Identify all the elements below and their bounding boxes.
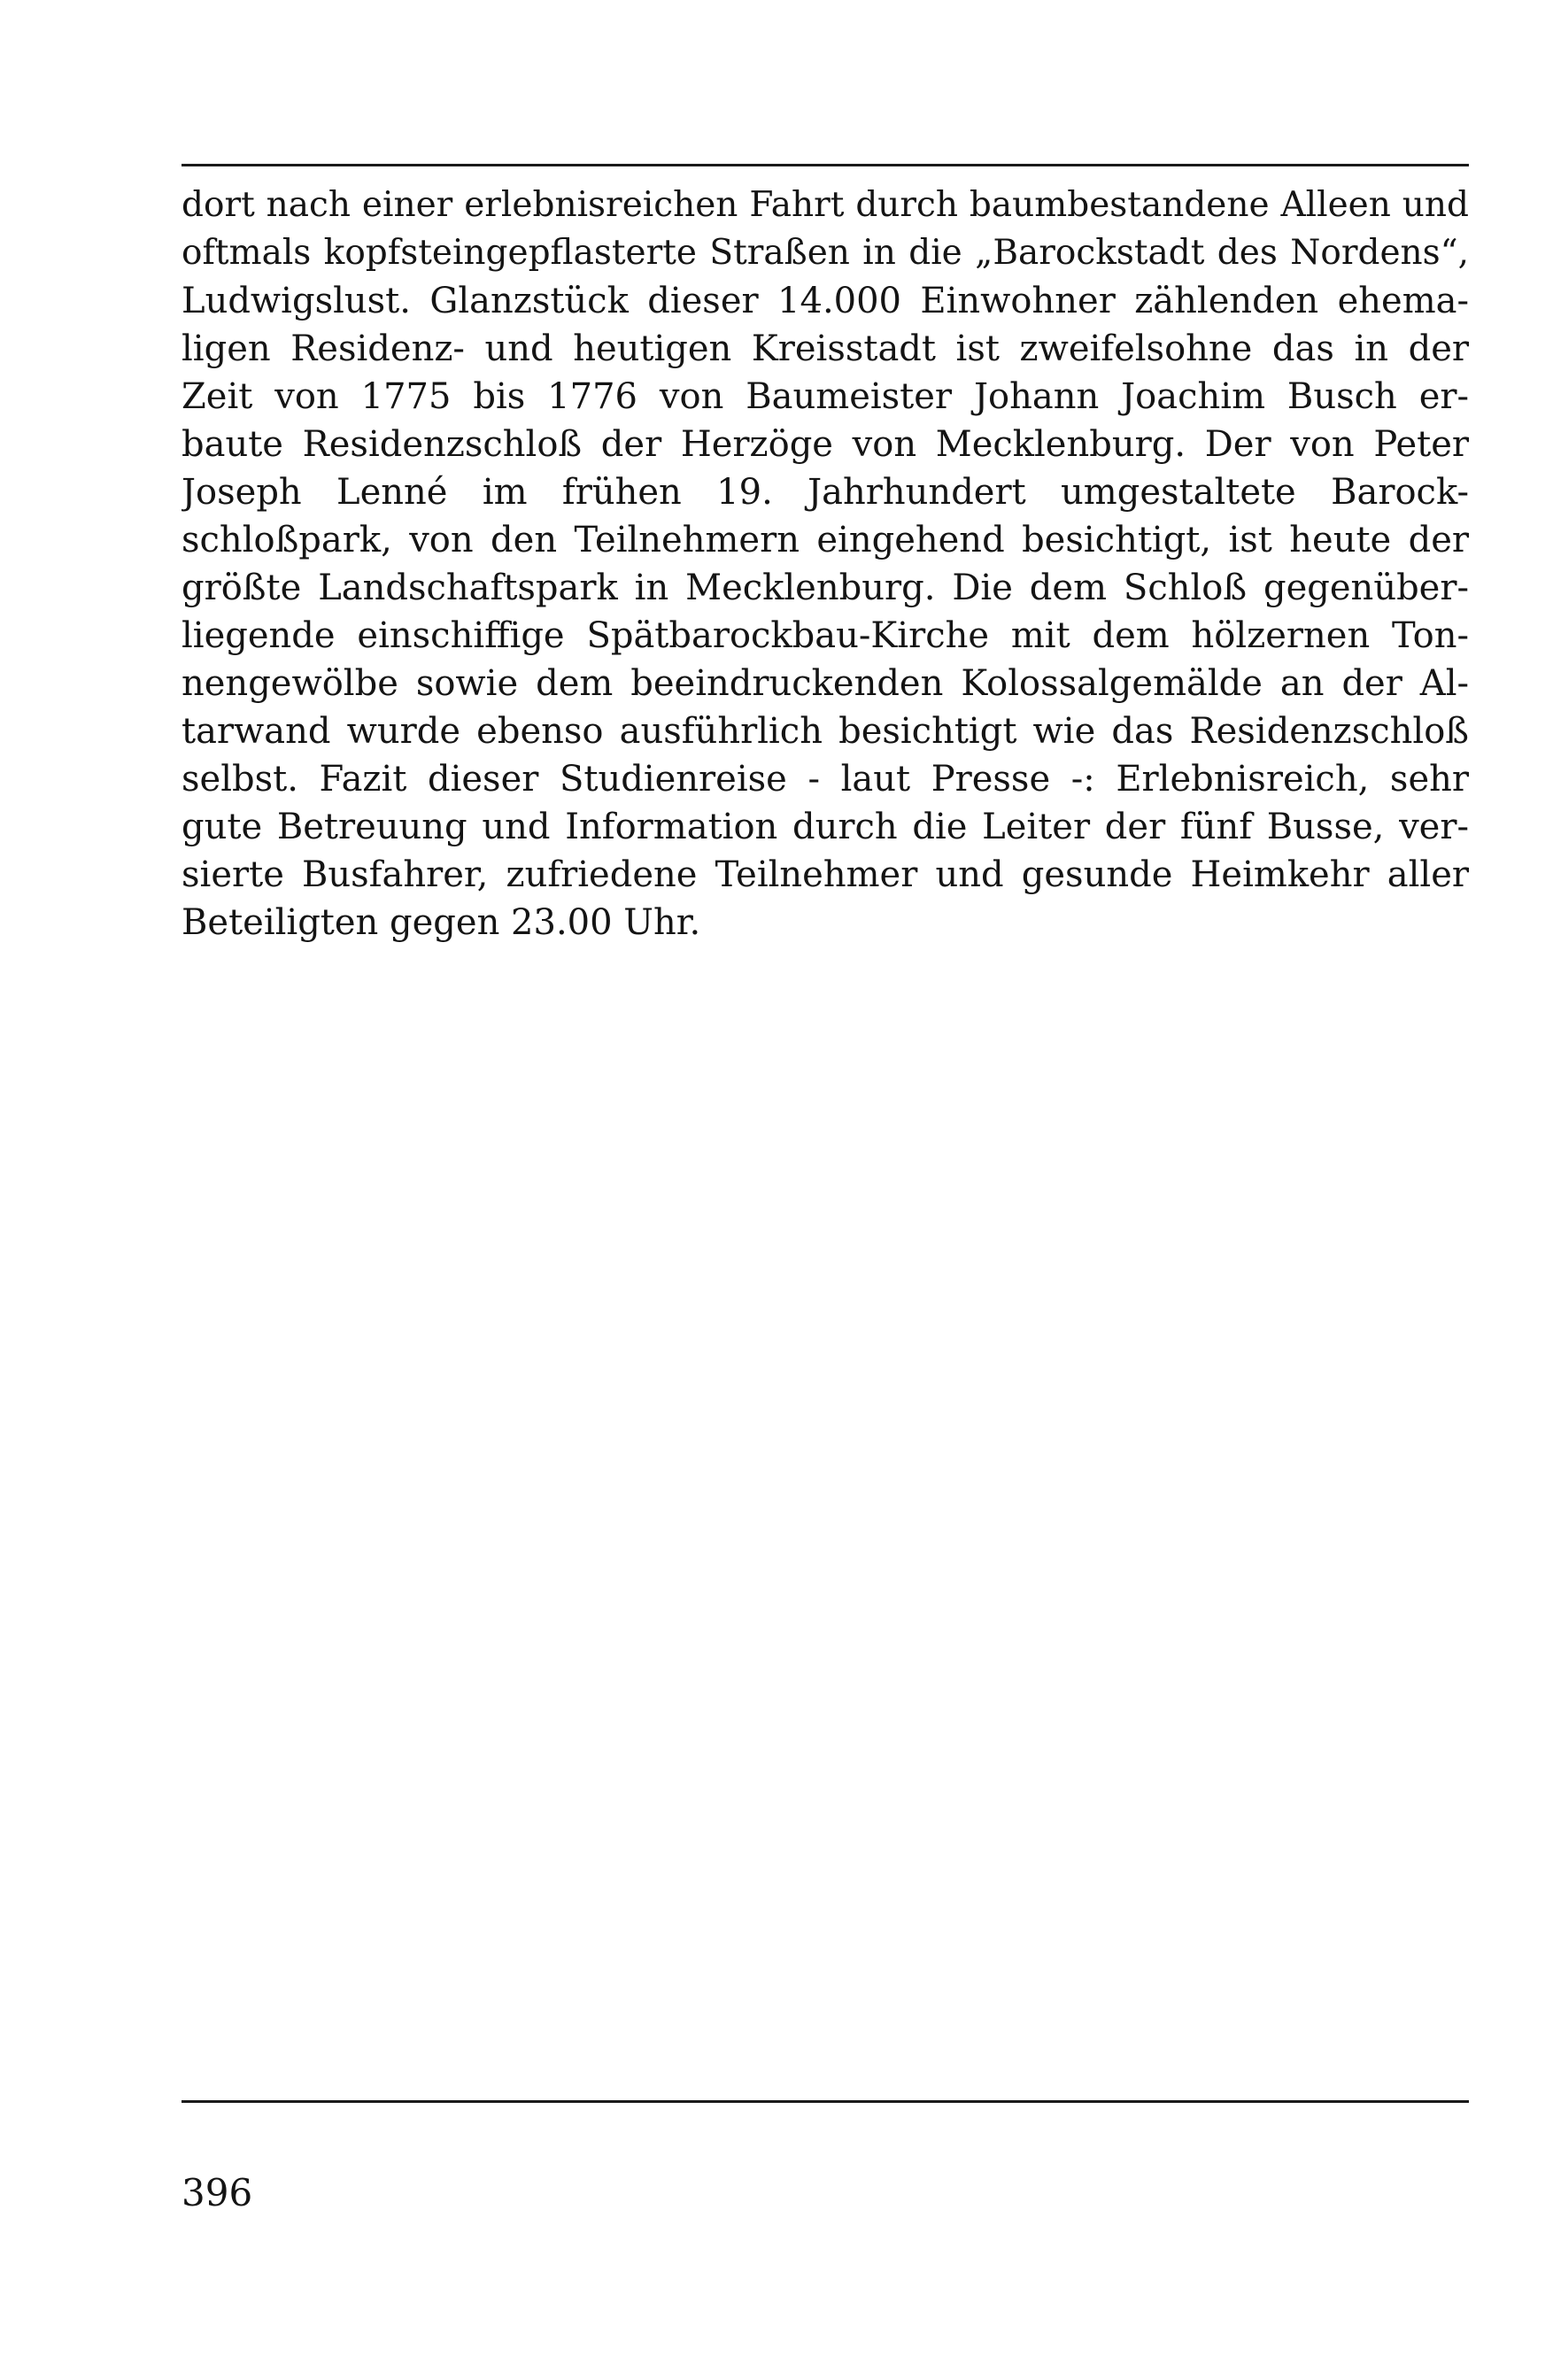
text-line: oftmals kopfsteingepflasterte Straßen in die „Barockstadt des Nordens“, bbox=[182, 233, 1469, 273]
text-line: gute Betreuung und Information durch die Leiter der fünf Busse, ver- bbox=[182, 807, 1469, 847]
text-line: ligen Residenz- und heutigen Kreisstadt ist zweifelsohne das in der bbox=[182, 328, 1469, 369]
bottom-rule bbox=[182, 2100, 1469, 2103]
text-line: Beteiligten gegen 23.00 Uhr. bbox=[182, 902, 701, 943]
text-line: selbst. Fazit dieser Studienreise - laut Presse -: Erlebnisreich, sehr bbox=[182, 759, 1469, 800]
text-line: Ludwigslust. Glanzstück dieser 14.000 Einwohner zählenden ehema- bbox=[182, 281, 1469, 321]
top-rule bbox=[182, 164, 1469, 166]
text-line: Joseph Lenné im frühen 19. Jahrhundert umgestaltete Barock- bbox=[182, 472, 1469, 513]
text-line: tarwand wurde ebenso ausführlich besichtigt wie das Residenzschloß bbox=[182, 711, 1469, 752]
text-line: liegende einschiffige Spätbarockbau-Kirche mit dem hölzernen Ton- bbox=[182, 615, 1469, 656]
text-line: dort nach einer erlebnisreichen Fahrt durch baumbestandene Alleen und bbox=[182, 185, 1469, 225]
text-line: größte Landschaftspark in Mecklenburg. Die dem Schloß gegenüber- bbox=[182, 568, 1469, 608]
text-line: Zeit von 1775 bis 1776 von Baumeister Johann Joachim Busch er- bbox=[182, 376, 1469, 417]
text-line: nengewölbe sowie dem beeindruckenden Kolossalgemälde an der Al- bbox=[182, 663, 1469, 704]
body-paragraph bbox=[182, 182, 1469, 947]
text-line: schloßpark, von den Teilnehmern eingehend besichtigt, ist heute der bbox=[182, 520, 1469, 560]
text-line: sierte Busfahrer, zufriedene Teilnehmer und gesunde Heimkehr aller bbox=[182, 854, 1469, 895]
page-number: 396 bbox=[182, 2171, 253, 2214]
text-line: baute Residenzschloß der Herzöge von Mecklenburg. Der von Peter bbox=[182, 424, 1469, 465]
